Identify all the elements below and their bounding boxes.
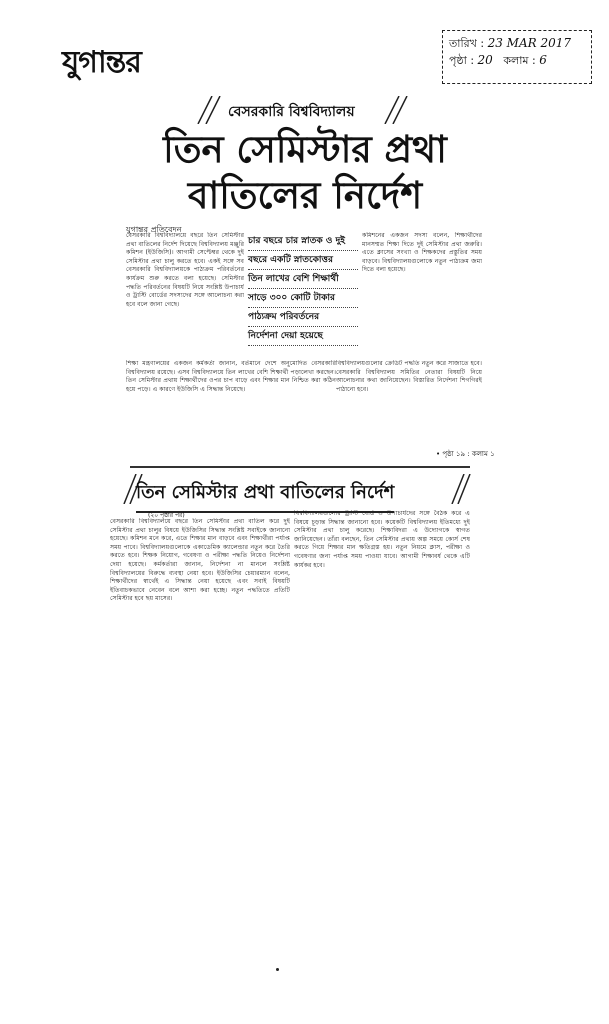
pull-quote-box (248, 232, 358, 356)
body-column-3-lower: বিশ্ববিদ্যালয়গুলোর ক্রেডিট পদ্ধতি নতুন করে সাজাতে হবে। বেসরকারি বিশ্ববিদ্যালয় সমিতির নেতারা বিষয়টি নিয়ে আলোচনার কথা জানিয়েছেন। বিস্তারিত নির্দেশনা শিগগিরই পাঠানো হবে। (336, 360, 482, 393)
continuation-column-1: বেসরকারি বিশ্ববিদ্যালয়ে বছরে তিন সেমিস্টার প্রথা বাতিল করে দুই সেমিস্টার প্রথা চালুর বিষয়ে ইউজিসির সিদ্ধান্ত সংশ্লিষ্ট সবাইকে জানানো হয়েছে। কমিশন মনে করে, এতে শিক্ষার মান বাড়বে এবং শিক্ষার্থীরা পর্যাপ্ত সময় পাবে। বিশ্ববিদ্যালয়গুলোকে একাডেমিক ক্যালেন্ডার নতুন করে তৈরি করতে হবে। শিক্ষক নিয়োগ, গবেষণা ও পরীক্ষা পদ্ধতি নিয়েও নির্দেশনা দেয়া হয়েছে। কর্মকর্তারা জানান, নির্দেশনা না মানলে সংশ্লিষ্ট বিশ্ববিদ্যালয়ের বিরুদ্ধে ব্যবস্থা নেয়া হবে। ইউজিসির চেয়ারম্যান বলেন, শিক্ষার্থীদের স্বার্থেই এ সিদ্ধান্ত নেয়া হয়েছে এবং সবাই বিষয়টি ইতিবাচকভাবে নেবেন বলে আশা করা হচ্ছে। নতুন পদ্ধতিতে প্রতিটি সেমিস্টার হবে ছয় মাসের। (110, 518, 290, 603)
scan-speck (276, 968, 279, 971)
stamp-date-row: তারিখ : 23 MAR 2017 (449, 36, 572, 50)
continuation-headline: তিন সেমিস্টার প্রথা বাতিলের নির্দেশ (136, 478, 394, 513)
clipping-stamp (442, 30, 592, 84)
continuation-slash-right (448, 474, 476, 504)
body-column-1-lower: শিক্ষা মন্ত্রণালয়ের একজন কর্মকর্তা জানান, বর্তমানে দেশে অনুমোদিত বেসরকারি বিশ্ববিদ্যালয় রয়েছে। এসব বিশ্ববিদ্যালয়ে তিন লাখের বেশি শিক্ষার্থী পড়ালেখা করছেন। তিন সেমিস্টার প্রথায় শিক্ষার্থীদের ওপর চাপ বাড়ে এবং শিক্ষার মান নিশ্চিত করা কঠিন হয়ে পড়ে। এ কারণে ইউজিসি এ সিদ্ধান্ত নিয়েছে। (126, 360, 336, 393)
pull-quote-line: তিন লাখের বেশি শিক্ষার্থী (248, 270, 358, 289)
body-column-3: কমিশনের একজন সদস্য বলেন, শিক্ষার্থীদের মানসম্মত শিক্ষা দিতে দুই সেমিস্টার প্রথা জরুরি। এতে ক্লাসের সংখ্যা ও শিক্ষকদের প্রস্তুতির সময় বাড়বে। বিশ্ববিদ্যালয়গুলোকে নতুন পাঠ্যক্রম জমা দিতে বলা হয়েছে। (362, 232, 482, 274)
pull-quote-line: বছরে একটি স্নাতকোত্তর (248, 251, 358, 270)
byline: যুগান্তর প্রতিবেদন (126, 225, 182, 234)
jump-line: • পৃষ্ঠা ১৯ : কলাম ১ (436, 450, 495, 458)
headline-line-2: বাতিলের নির্দেশ (187, 174, 423, 217)
stamp-page-row: পৃষ্ঠা : 20 কলাম : 6 (449, 53, 547, 67)
section-divider (130, 466, 470, 468)
pull-quote-line: পাঠ্যক্রম পরিবর্তনের (248, 308, 358, 327)
pull-quote-line: সাড়ে ৩০০ কোটি টাকার (248, 289, 358, 308)
continuation-note: (২০ পৃষ্ঠার পর) (148, 512, 185, 519)
stamp-date-label: তারিখ (449, 37, 477, 50)
pull-quote-line: নির্দেশনা দেয়া হয়েছে (248, 327, 358, 346)
stamp-column-value: 6 (539, 53, 547, 67)
kicker-label: বেসরকারি বিশ্ববিদ্যালয় (228, 104, 355, 120)
stamp-date-value: 23 MAR 2017 (487, 36, 572, 50)
pull-quote-line: চার বছরে চার স্নাতক ও দুই (248, 232, 358, 251)
body-column-1: বেসরকারি বিশ্ববিদ্যালয়ে বছরে তিন সেমিস্টার প্রথা বাতিলের নির্দেশ দিয়েছে বিশ্ববিদ্যালয় মঞ্জুরি কমিশন (ইউজিসি)। আগামী সেপ্টেম্বর থেকে দুই সেমিস্টার প্রথা চালু করতে হবে। একই সঙ্গে সব বেসরকারি বিশ্ববিদ্যালয়কে পাঠ্যক্রম পরিবর্তনের কার্যক্রম শুরু করতে বলা হয়েছে। সেমিস্টার পদ্ধতি পরিবর্তনের বিষয়টি নিয়ে সংশ্লিষ্ট উপাচার্য ও ট্রাস্টি বোর্ডের সদস্যদের সঙ্গে আলোচনা করা হবে বলে জানা গেছে। (126, 232, 244, 308)
kicker-slash-left (190, 96, 230, 124)
masthead-logo: যুগান্তর (62, 45, 141, 80)
stamp-column-label: কলাম (503, 54, 529, 67)
continuation-column-2: বিশ্ববিদ্যালয়গুলোর ট্রাস্টি বোর্ড ও উপাচার্যদের সঙ্গে বৈঠক করে এ বিষয়ে চূড়ান্ত সিদ্ধান্ত জানানো হবে। কয়েকটি বিশ্ববিদ্যালয় ইতিমধ্যে দুই সেমিস্টার প্রথা চালু করেছে। শিক্ষাবিদরা এ উদ্যোগকে স্বাগত জানিয়েছেন। তাঁরা বলছেন, তিন সেমিস্টার প্রথায় অল্প সময়ে কোর্স শেষ করতে গিয়ে শিক্ষার মান ক্ষতিগ্রস্ত হয়। নতুন নিয়মে ক্লাস, পরীক্ষা ও গবেষণার জন্য পর্যাপ্ত সময় পাওয়া যাবে। আগামী শিক্ষাবর্ষ থেকে এটি কার্যকর হবে। (294, 510, 470, 569)
stamp-page-label: পৃষ্ঠা (449, 54, 467, 67)
kicker-slash-right (375, 96, 415, 124)
headline-line-1: তিন সেমিস্টার প্রথা (163, 128, 447, 171)
stamp-page-value: 20 (477, 53, 493, 67)
